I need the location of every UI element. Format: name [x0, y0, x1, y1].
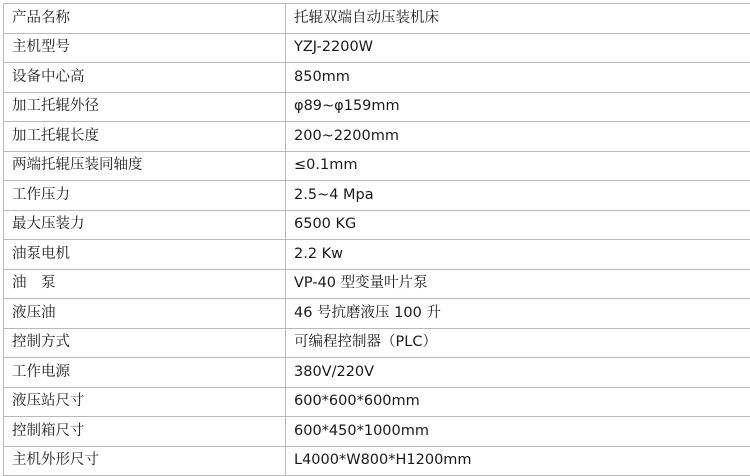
- spec-label: 工作压力: [4, 181, 286, 211]
- specification-table: [3, 3, 750, 476]
- spec-value: YZJ-2200W: [286, 33, 750, 63]
- table-row: [4, 387, 750, 417]
- spec-label: 产品名称: [4, 4, 286, 34]
- spec-label: 液压油: [4, 299, 286, 329]
- spec-value: 2.2 Kw: [286, 240, 750, 270]
- table-row: [4, 151, 750, 181]
- spec-value: 可编程控制器（PLC）: [286, 328, 750, 358]
- spec-value: 6500 KG: [286, 210, 750, 240]
- spec-value: 200~2200mm: [286, 122, 750, 152]
- table-row: [4, 417, 750, 447]
- spec-value: VP-40 型变量叶片泵: [286, 269, 750, 299]
- spec-value: L4000*W800*H1200mm: [286, 446, 750, 476]
- table-row: [4, 269, 750, 299]
- spec-label: 加工托辊外径: [4, 92, 286, 122]
- spec-label: 主机外形尺寸: [4, 446, 286, 476]
- spec-label: 工作电源: [4, 358, 286, 388]
- table-row: [4, 181, 750, 211]
- spec-value: φ89~φ159mm: [286, 92, 750, 122]
- table-row: [4, 210, 750, 240]
- spec-label: 加工托辊长度: [4, 122, 286, 152]
- spec-label: 最大压装力: [4, 210, 286, 240]
- table-row: [4, 92, 750, 122]
- table-row: [4, 240, 750, 270]
- table-row: [4, 446, 750, 476]
- spec-value: ≤0.1mm: [286, 151, 750, 181]
- spec-label: 控制方式: [4, 328, 286, 358]
- spec-label: 控制箱尺寸: [4, 417, 286, 447]
- spec-label: 油泵电机: [4, 240, 286, 270]
- spec-label: 液压站尺寸: [4, 387, 286, 417]
- table-row: [4, 33, 750, 63]
- spec-value: 380V/220V: [286, 358, 750, 388]
- spec-label: 主机型号: [4, 33, 286, 63]
- spec-value: 600*450*1000mm: [286, 417, 750, 447]
- table-row: [4, 328, 750, 358]
- spec-label: 设备中心高: [4, 63, 286, 93]
- table-row: [4, 4, 750, 34]
- table-row: [4, 63, 750, 93]
- table-row: [4, 122, 750, 152]
- table-row: [4, 299, 750, 329]
- spec-value: 托辊双端自动压装机床: [286, 4, 750, 34]
- specification-table-body: [4, 4, 750, 476]
- spec-value: 2.5~4 Mpa: [286, 181, 750, 211]
- spec-label: 两端托辊压装同轴度: [4, 151, 286, 181]
- table-row: [4, 358, 750, 388]
- spec-value: 850mm: [286, 63, 750, 93]
- spec-label: 油 泵: [4, 269, 286, 299]
- spec-value: 600*600*600mm: [286, 387, 750, 417]
- spec-value: 46 号抗磨液压 100 升: [286, 299, 750, 329]
